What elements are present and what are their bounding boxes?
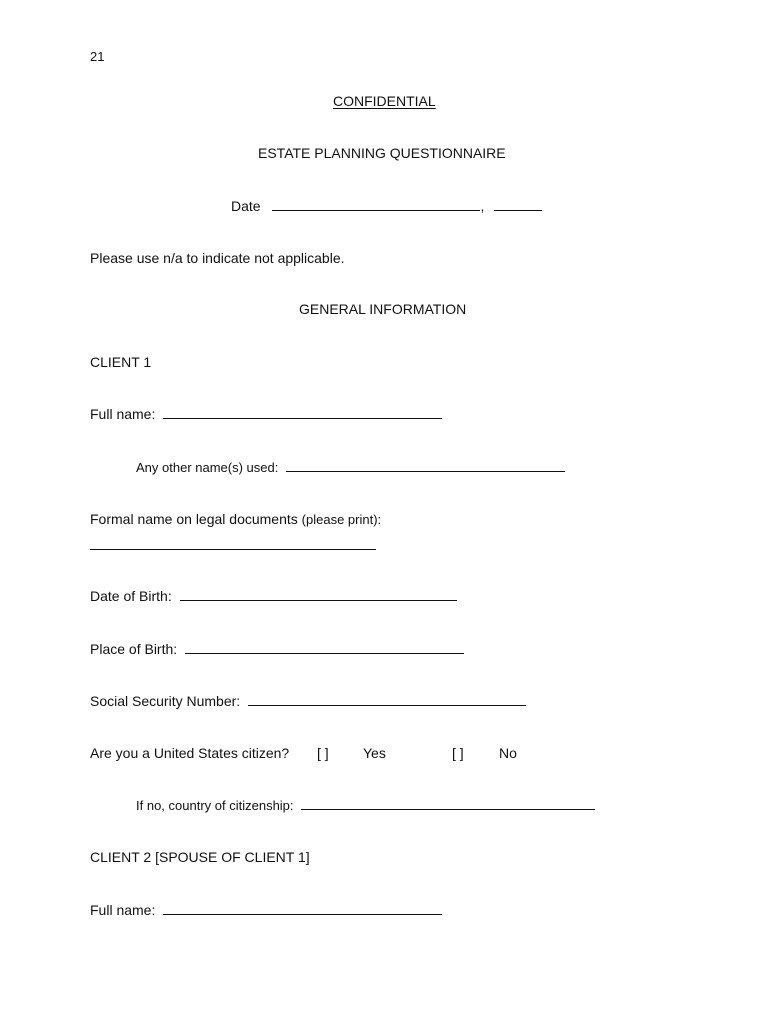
client1-dob-blank[interactable] (180, 587, 457, 601)
client1-pob-row (90, 640, 464, 658)
client1-pob-blank[interactable] (185, 640, 464, 654)
client2-full-name-row (90, 901, 442, 919)
citizen-yes-label: Yes (363, 745, 386, 761)
client1-dob-label: Date of Birth: (90, 588, 172, 604)
confidential-heading: CONFIDENTIAL (333, 93, 436, 109)
client2-full-name-label: Full name: (90, 902, 156, 918)
page-number: 21 (90, 49, 105, 64)
document-title: ESTATE PLANNING QUESTIONNAIRE (258, 145, 506, 161)
section-heading: GENERAL INFORMATION (299, 301, 467, 317)
date-label: Date (231, 198, 261, 214)
client1-formal-name-note: (please print): (301, 512, 382, 527)
date-blank[interactable] (272, 197, 480, 211)
date-separator: , (480, 198, 485, 214)
year-blank[interactable] (494, 197, 542, 211)
client1-other-names-row (136, 458, 565, 477)
client1-ssn-row (90, 692, 526, 710)
client1-full-name-blank[interactable] (163, 405, 442, 419)
citizen-no-label: No (499, 745, 517, 761)
client1-formal-name-row (90, 510, 381, 529)
citizen-yes-checkbox[interactable]: [ ] (317, 745, 329, 761)
client1-dob-row (90, 587, 457, 605)
client1-other-names-blank[interactable] (286, 458, 565, 472)
client1-formal-name-blank[interactable] (90, 536, 376, 550)
client1-full-name-label: Full name: (90, 406, 156, 422)
client2-full-name-blank[interactable] (163, 901, 442, 915)
citizen-no-checkbox[interactable]: [ ] (452, 745, 464, 761)
instruction-text: Please use n/a to indicate not applicable. (90, 250, 345, 266)
client1-ssn-label: Social Security Number: (90, 693, 241, 709)
client1-full-name-row (90, 405, 442, 423)
client1-heading: CLIENT 1 (90, 354, 152, 370)
date-line (231, 197, 542, 215)
client1-ssn-blank[interactable] (248, 692, 526, 706)
client1-formal-name-label: Formal name on legal documents (90, 511, 298, 527)
client1-other-names-label: Any other name(s) used: (136, 460, 279, 475)
client1-citizen-question: Are you a United States citizen? (90, 745, 290, 761)
client2-heading: CLIENT 2 [SPOUSE OF CLIENT 1] (90, 849, 310, 865)
client1-country-row (136, 796, 595, 815)
client1-formal-name-line (90, 536, 376, 554)
client1-pob-label: Place of Birth: (90, 641, 178, 657)
client1-country-blank[interactable] (301, 796, 595, 810)
client1-country-label: If no, country of citizenship: (136, 798, 294, 813)
